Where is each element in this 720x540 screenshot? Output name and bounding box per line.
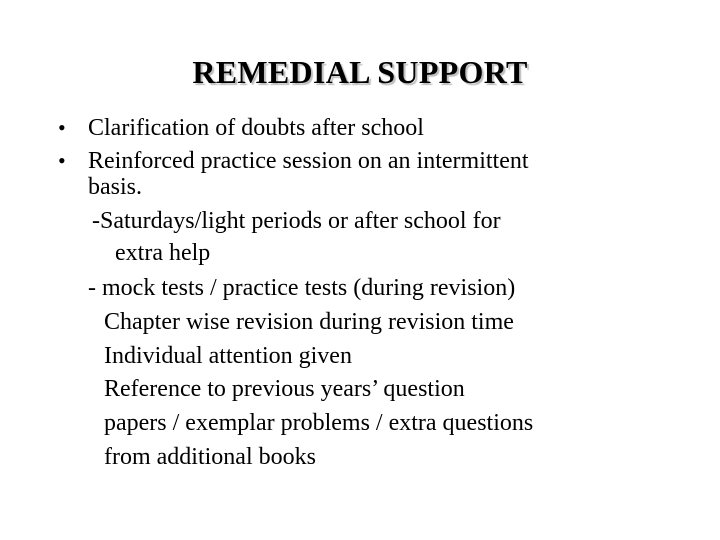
sub-line-mock-tests: - mock tests / practice tests (during revision) [88,275,516,301]
sub-line-extra-help: extra help [115,240,211,266]
sub-line-papers: papers / exemplar problems / extra questions [104,410,534,436]
sub-line-individual-attention: Individual attention given [104,343,352,369]
bullet-line-2: Reinforced practice session on an intermittent [88,148,529,174]
sub-line-chapter-revision: Chapter wise revision during revision time [104,309,514,335]
slide-title: REMEDIAL SUPPORT [192,54,528,90]
sub-line-reference: Reference to previous years’ question [104,376,465,402]
bullet-icon: • [58,148,66,173]
sub-line-saturdays: -Saturdays/light periods or after school for [92,208,501,234]
continuation-line-basis: basis. [88,174,142,200]
sub-line-additional-books: from additional books [104,444,316,470]
bullet-icon: • [58,115,66,140]
bullet-line-1: Clarification of doubts after school [88,115,424,141]
